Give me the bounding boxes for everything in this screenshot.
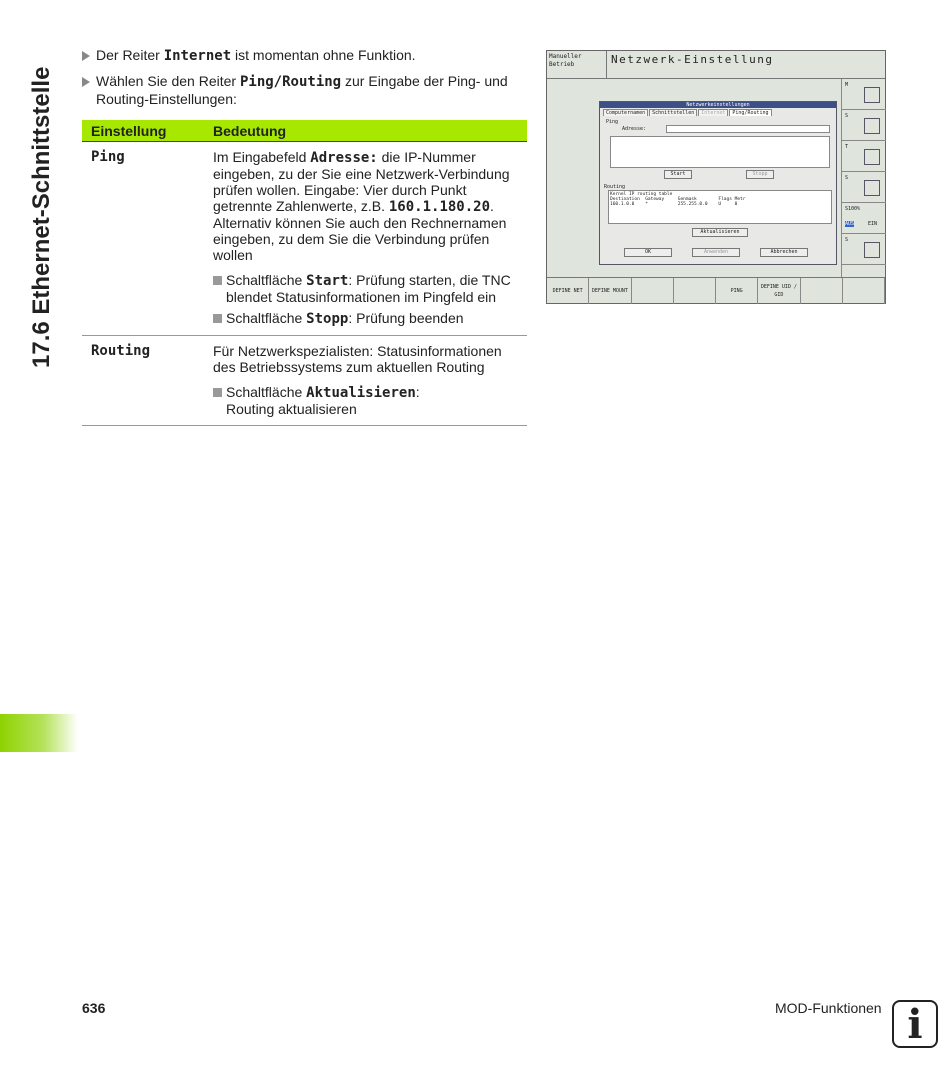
square-bullet-icon <box>213 388 222 397</box>
address-input[interactable] <box>666 125 830 133</box>
header-meaning: Bedeutung <box>204 120 527 142</box>
setting-routing: Routing <box>82 336 204 426</box>
network-dialog <box>599 101 837 265</box>
tab-interfaces[interactable]: Schnittstellen <box>649 109 697 116</box>
cancel-button[interactable]: Abbrechen <box>760 248 808 257</box>
table-row <box>82 142 527 336</box>
status-s100: S100% AUS EIN <box>842 203 886 234</box>
address-label: Adresse: <box>622 126 647 132</box>
tab-computer-names[interactable]: Computernamen <box>603 109 648 116</box>
routing-table: Kernel IP routing table Destination Gateway Genmask Flags Metr 160.1.0.0 * 255.255.0.0 U 0 <box>608 190 832 224</box>
tab-ping-routing[interactable]: Ping/Routing <box>729 109 771 116</box>
start-button[interactable]: Start <box>664 170 692 179</box>
ok-button[interactable]: OK <box>624 248 672 257</box>
section-title: 17.6 Ethernet-Schnittstelle <box>28 66 55 368</box>
sub-item-start: Schaltfläche Start: Prüfung starten, die TNC blendet Statusinformationen im Pingfeld ein <box>213 272 518 305</box>
info-icon: i <box>892 1000 938 1048</box>
intro-bullet-internet: Der Reiter Internet ist momentan ohne Funktion. <box>82 47 522 65</box>
header-setting: Einstellung <box>82 120 204 142</box>
ping-label: Ping <box>606 119 619 125</box>
dialog-title: Netzwerkeinstellungen <box>600 102 836 108</box>
softkey-define-net[interactable]: DEFINE NET <box>547 278 589 304</box>
right-status-panel <box>841 79 886 277</box>
update-button[interactable]: Aktualisieren <box>692 228 748 237</box>
sub-item-update: Schaltfläche Aktualisieren: Routing aktualisieren <box>213 384 518 417</box>
tnc-screenshot <box>546 50 886 304</box>
spindle-icon <box>864 118 880 134</box>
plus-icon <box>864 180 880 196</box>
meaning-routing: Für Netzwerkspezialisten: Statusinformationen des Betriebssystems zum aktuellen Routing Schaltfläche Aktualisieren: Routing aktualisieren <box>204 336 527 426</box>
machine-icon <box>864 87 880 103</box>
status-t: T <box>842 141 886 172</box>
softkey-empty[interactable] <box>801 278 843 304</box>
triangle-bullet-icon <box>82 77 90 87</box>
operating-mode: Manueller Betrieb <box>547 51 607 79</box>
chapter-tab-marker <box>0 714 78 752</box>
footer-section: MOD-Funktionen <box>775 1000 882 1016</box>
softkey-ping[interactable]: PING <box>716 278 758 304</box>
screen-heading: Netzwerk-Einstellung <box>607 51 885 79</box>
tool-icon <box>864 149 880 165</box>
softkey-empty[interactable] <box>674 278 716 304</box>
page-number: 636 <box>82 1000 106 1016</box>
status-s-minus: S <box>842 234 886 265</box>
sub-item-stop: Schaltfläche Stopp: Prüfung beenden <box>213 310 518 327</box>
settings-table <box>82 120 527 426</box>
meaning-ping: Im Eingabefeld Adresse: die IP-Nummer eingeben, zu der Sie eine Netzwerk-Verbindung prüfen wollen. Eingabe: Vier durch Punkt getrennte Zahlenwerte, z.B. 160.1.180.20. Alternativ können Sie auch den Rechnernamen eingeben, zu dem Sie die Verbindung prüfen wollen Schaltfläche Start: Prüfung starten, die TNC blendet Statusinformationen im Pingfeld ein Schaltfläche Stopp: Prüfung beenden <box>204 142 527 336</box>
status-s: S <box>842 110 886 141</box>
softkey-define-uid-gid[interactable]: DEFINE UID / GID <box>758 278 800 304</box>
triangle-bullet-icon <box>82 51 90 61</box>
apply-button[interactable]: Anwenden <box>692 248 740 257</box>
tab-internet[interactable]: Internet <box>698 109 728 116</box>
status-s-plus: S <box>842 172 886 203</box>
setting-ping: Ping <box>82 142 204 336</box>
softkey-define-mount[interactable]: DEFINE MOUNT <box>589 278 631 304</box>
softkey-empty[interactable] <box>843 278 885 304</box>
routing-label: Routing <box>604 184 626 190</box>
softkey-bar <box>547 277 885 304</box>
ping-output <box>610 136 830 168</box>
stop-button[interactable]: Stopp <box>746 170 774 179</box>
status-m: M <box>842 79 886 110</box>
softkey-empty[interactable] <box>632 278 674 304</box>
square-bullet-icon <box>213 314 222 323</box>
intro-bullet-ping-routing: Wählen Sie den Reiter Ping/Routing zur Eingabe der Ping- und Routing-Einstellungen: <box>82 73 522 108</box>
table-row <box>82 336 527 426</box>
minus-icon <box>864 242 880 258</box>
square-bullet-icon <box>213 276 222 285</box>
